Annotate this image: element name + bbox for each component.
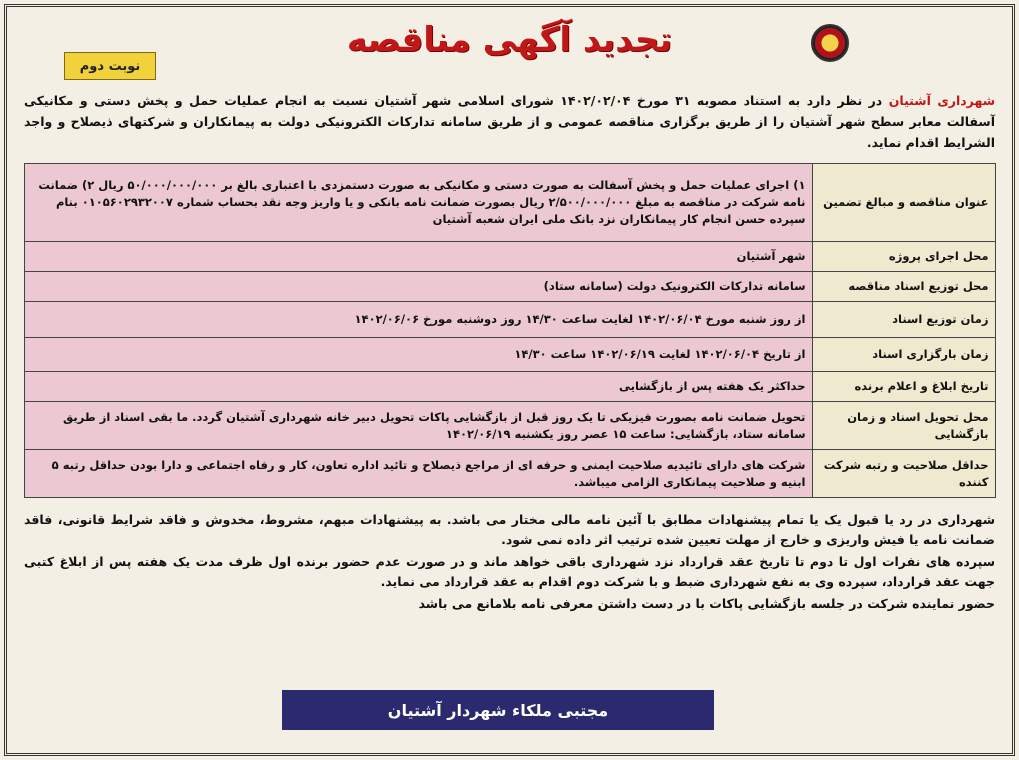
page-border (4, 4, 1015, 756)
note-paragraph: سپرده های نفرات اول تا دوم تا تاریخ عقد قرارداد نزد شهرداری باقی خواهد ماند و در صورت عدم حضور برنده اول ظرف مدت یک هفته پس از ابلاغ کتبی جهت عقد قرارداد، سپرده وی به نفع شهرداری ضبط و با شرکت دوم اقدام به عقد قرارداد می نماید. (24, 554, 995, 589)
header (10, 8, 1009, 72)
row-label: محل اجرای پروژه (812, 242, 995, 272)
note-paragraph: شهرداری در رد یا قبول یک یا تمام پیشنهادات مطابق با آئین نامه مالی مختار می باشد. به پیشنهادات مبهم، مشروط، مخدوش و فاقد شرایط قانونی، فاقد ضمانت نامه یا فیش واریزی و خارج از مهلت تعیین شده ترتیب اثر داده نمی شود. (24, 512, 995, 547)
row-label: حداقل صلاحیت و رتبه شرکت کننده (812, 450, 995, 498)
row-label: محل تحویل اسناد و زمان بازگشایی (812, 402, 995, 450)
row-label: زمان توزیع اسناد (812, 302, 995, 338)
row-value: تحویل ضمانت نامه بصورت فیزیکی تا یک روز قبل از بازگشایی پاکات تحویل دبیر خانه شهرداری آشتیان گردد. ما بقی اسناد از طریق سامانه ستاد، بازگشایی: ساعت ۱۵ عصر روز یکشنبه ۱۴۰۲/۰۶/۱۹ (24, 402, 812, 450)
row-value: از روز شنبه مورخ ۱۴۰۲/۰۶/۰۴ لغایت ساعت ۱۴/۳۰ روز دوشنبه مورخ ۱۴۰۲/۰۶/۰۶ (24, 302, 812, 338)
row-value: سامانه تدارکات الکترونیک دولت (سامانه ستاد) (24, 272, 812, 302)
row-label: عنوان مناقصه و مبالغ تضمین (812, 164, 995, 242)
row-value: شهر آشتیان (24, 242, 812, 272)
intro-text: در نظر دارد به استناد مصوبه ۳۱ مورخ ۱۴۰۲/۰۲/۰۴ شورای اسلامی شهر آشتیان نسبت به انجام عملیات حمل و پخش دستی و مکانیکی آسفالت معابر سطح شهر آشتیان را از طریق برگزاری مناقصه عمومی و از طریق سامانه تدارکات الکترونیکی دولت به پیمانکاران و شرکتهای ذیصلاح و واجد الشرایط اقدام نماید. (24, 93, 995, 150)
signature-bar: مجتبی ملکاء شهردار آشتیان (282, 690, 714, 730)
row-value: ۱) اجرای عملیات حمل و پخش آسفالت به صورت دستی و مکانیکی به صورت دستمزدی با اعتباری بالغ بر ۵۰/۰۰۰/۰۰۰/۰۰۰ ریال ۲) ضمانت نامه شرکت در مناقصه به مبلغ ۲/۵۰۰/۰۰۰/۰۰۰ ریال بصورت ضمانت نامه بانکی و یا واریز وجه نقد بحساب شماره ۰۱۰۵۶۰۲۹۳۲۰۰۷ بنام سپرده حسن انجام کار پیمانکاران نزد بانک ملی ایران شعبه آشتیان (24, 164, 812, 242)
note-paragraph: حضور نماینده شرکت در جلسه بازگشایی پاکات با در دست داشتن معرفی نامه بلامانع می باشد (418, 596, 995, 611)
row-value: حداکثر یک هفته پس از بازگشایی (24, 372, 812, 402)
page-title: تجدید آگهی مناقصه (346, 20, 673, 60)
row-label: محل توزیع اسناد مناقصه (812, 272, 995, 302)
row-label: زمان بارگزاری اسناد (812, 338, 995, 372)
row-value: شرکت های دارای تائیدیه صلاحیت ایمنی و حرفه ای از مراجع ذیصلاح و تائید اداره تعاون، کار و رفاه اجتماعی و دارا بودن حداقل رتبه ۵ ابنیه و صلاحیت پیمانکاری الزامی میباشد. (24, 450, 812, 498)
row-label: تاریخ ابلاغ و اعلام برنده (812, 372, 995, 402)
row-value: از تاریخ ۱۴۰۲/۰۶/۰۴ لغایت ۱۴۰۲/۰۶/۱۹ ساعت ۱۴/۳۰ (24, 338, 812, 372)
municipality-name: شهرداری آشتیان (888, 93, 995, 108)
municipality-logo-icon (811, 24, 849, 62)
round-badge: نوبت دوم (64, 52, 156, 80)
